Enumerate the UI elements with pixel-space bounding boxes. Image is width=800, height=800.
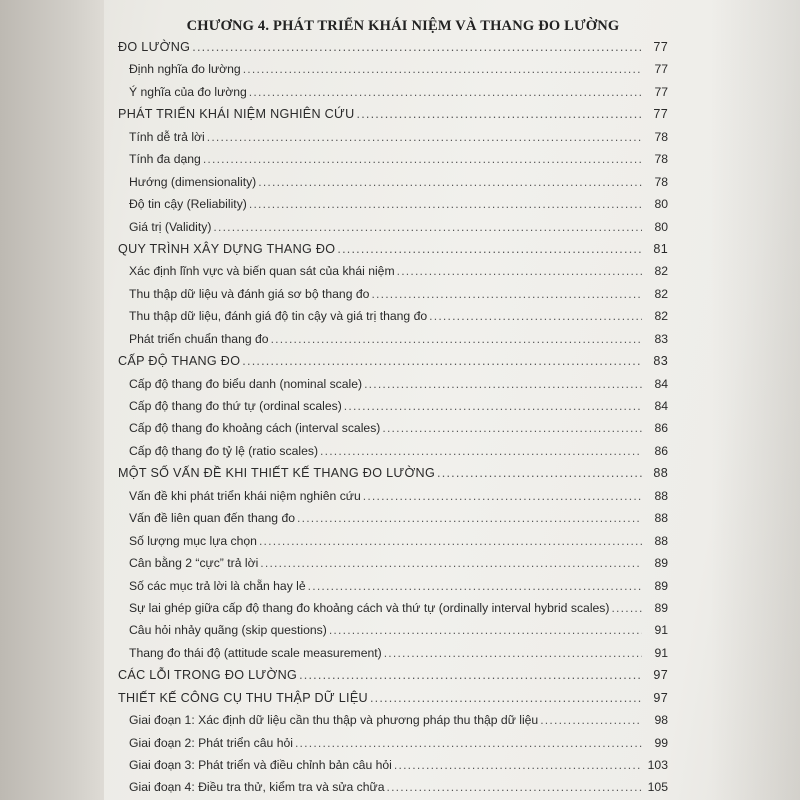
toc-entry-label: Độ tin cậy (Reliability) bbox=[129, 197, 247, 212]
dot-leader bbox=[295, 732, 642, 754]
dot-leader bbox=[382, 417, 642, 439]
toc-subsection-entry bbox=[118, 776, 668, 798]
toc-entry-label: Cân bằng 2 “cực” trả lời bbox=[129, 556, 259, 571]
dot-leader bbox=[611, 597, 642, 619]
toc-page-number: 82 bbox=[654, 264, 668, 279]
toc-page-number: 83 bbox=[653, 354, 668, 369]
toc-subsection-entry bbox=[118, 709, 668, 731]
dot-leader bbox=[540, 709, 642, 731]
toc-entry-label: Giai đoạn 2: Phát triển câu hỏi bbox=[129, 735, 293, 750]
toc-entry-label: Thu thập dữ liệu và đánh giá sơ bộ thang đo bbox=[129, 286, 370, 301]
dot-leader bbox=[243, 58, 642, 80]
toc-entry-label: Định nghĩa đo lường bbox=[129, 62, 241, 77]
toc-page-number: 77 bbox=[653, 107, 668, 122]
dot-leader bbox=[363, 485, 642, 507]
toc-section-entry bbox=[118, 103, 668, 125]
toc-entry-label: Thang đo thái độ (attitude scale measurement) bbox=[129, 645, 382, 660]
toc-page-number: 78 bbox=[654, 174, 668, 189]
toc-entry-label: PHÁT TRIỂN KHÁI NIỆM NGHIÊN CỨU bbox=[118, 107, 355, 122]
toc-subsection-entry bbox=[118, 507, 668, 529]
dot-leader bbox=[207, 126, 642, 148]
toc-entry-label: Cấp độ thang đo thứ tự (ordinal scales) bbox=[129, 399, 342, 413]
toc-entry-label: Xác định lĩnh vực và biến quan sát của khái niệm bbox=[129, 264, 395, 279]
toc-page-number: 97 bbox=[653, 668, 668, 683]
toc-subsection-entry bbox=[118, 193, 668, 215]
toc-entry-label: Tính dễ trả lời bbox=[129, 129, 205, 144]
toc-subsection-entry bbox=[118, 440, 668, 462]
dot-leader bbox=[213, 216, 642, 238]
toc-page-number: 81 bbox=[653, 241, 668, 256]
toc-entry-label: Tính đa dạng bbox=[129, 152, 201, 167]
toc-subsection-entry bbox=[118, 171, 668, 193]
dot-leader bbox=[357, 103, 642, 125]
toc-subsection-entry bbox=[118, 530, 668, 552]
toc-page-number: 91 bbox=[654, 645, 668, 660]
toc-entry-label: Giá trị (Validity) bbox=[129, 219, 212, 234]
dot-leader bbox=[308, 575, 642, 597]
toc-entry-label: Cấp độ thang đo tỷ lệ (ratio scales) bbox=[129, 443, 319, 458]
dot-leader bbox=[242, 350, 642, 372]
dot-leader bbox=[249, 81, 642, 103]
toc-entry-label: Giai đoạn 3: Phát triển và điều chỉnh bản câu hỏi bbox=[129, 758, 392, 772]
toc-subsection-entry bbox=[118, 575, 668, 597]
toc-entry-label: THIẾT KẾ CÔNG CỤ THU THẬP DỮ LIỆU bbox=[118, 690, 368, 705]
toc-page-number: 98 bbox=[654, 713, 668, 728]
table-of-contents bbox=[118, 36, 668, 799]
toc-page-number: 77 bbox=[654, 62, 668, 77]
toc-page-number: 103 bbox=[647, 758, 668, 772]
toc-entry-label: CÁC LỖI TRONG ĐO LƯỜNG bbox=[118, 668, 298, 683]
toc-page-number: 83 bbox=[654, 331, 668, 346]
page-margin bbox=[0, 0, 104, 800]
toc-entry-label: CẤP ĐỘ THANG ĐO bbox=[118, 354, 241, 369]
toc-page-number: 82 bbox=[654, 286, 668, 301]
toc-entry-label: Giai đoạn 4: Điều tra thử, kiểm tra và sửa chữa bbox=[129, 780, 385, 795]
dot-leader bbox=[259, 530, 642, 552]
toc-entry-label: Sự lai ghép giữa cấp độ thang đo khoảng cách và thứ tự (ordinally interval hybrid scales) bbox=[129, 600, 610, 615]
toc-subsection-entry bbox=[118, 732, 668, 754]
toc-subsection-entry bbox=[118, 552, 668, 574]
dot-leader bbox=[320, 440, 642, 462]
toc-subsection-entry bbox=[118, 485, 668, 507]
toc-page-number: 78 bbox=[654, 152, 668, 167]
dot-leader bbox=[337, 238, 642, 260]
dot-leader bbox=[397, 260, 642, 282]
toc-subsection-entry bbox=[118, 395, 668, 417]
dot-leader bbox=[258, 171, 642, 193]
toc-subsection-entry bbox=[118, 328, 668, 350]
dot-leader bbox=[384, 642, 642, 664]
toc-page-number: 77 bbox=[654, 84, 668, 99]
toc-section-entry bbox=[118, 462, 668, 484]
toc-page-number: 84 bbox=[654, 399, 668, 413]
toc-page-number: 88 bbox=[653, 466, 668, 481]
dot-leader bbox=[344, 395, 642, 417]
toc-section-entry bbox=[118, 664, 668, 686]
dot-leader bbox=[437, 462, 642, 484]
toc-entry-label: Thu thập dữ liệu, đánh giá độ tin cậy và giá trị thang đo bbox=[129, 309, 428, 324]
toc-subsection-entry bbox=[118, 417, 668, 439]
toc-page-number: 80 bbox=[654, 219, 668, 234]
dot-leader bbox=[364, 373, 642, 395]
chapter-title: CHƯƠNG 4. PHÁT TRIỂN KHÁI NIỆM VÀ THANG ĐO LƯỜNG bbox=[186, 18, 620, 34]
toc-entry-label: Ý nghĩa của đo lường bbox=[129, 84, 247, 99]
toc-page-number: 86 bbox=[654, 421, 668, 436]
dot-leader bbox=[297, 507, 642, 529]
dot-leader bbox=[370, 687, 642, 709]
toc-page-number: 78 bbox=[654, 129, 668, 144]
toc-page-number: 80 bbox=[654, 197, 668, 212]
toc-page-number: 105 bbox=[647, 780, 668, 795]
toc-page-number: 99 bbox=[654, 735, 668, 750]
toc-page-number: 97 bbox=[653, 690, 668, 705]
dot-leader bbox=[260, 552, 642, 574]
toc-entry-label: Vấn đề khi phát triển khái niệm nghiên cứu bbox=[129, 488, 361, 503]
dot-leader bbox=[271, 328, 642, 350]
toc-subsection-entry bbox=[118, 305, 668, 327]
toc-entry-label: Số lượng mục lựa chọn bbox=[129, 533, 257, 548]
toc-entry-label: Phát triển chuẩn thang đo bbox=[129, 331, 269, 346]
dot-leader bbox=[299, 664, 642, 686]
toc-entry-label: Câu hỏi nhảy quãng (skip questions) bbox=[129, 623, 327, 638]
toc-subsection-entry bbox=[118, 619, 668, 641]
toc-subsection-entry bbox=[118, 81, 668, 103]
toc-subsection-entry bbox=[118, 148, 668, 170]
toc-entry-label: Giai đoạn 1: Xác định dữ liệu cần thu thập và phương pháp thu thập dữ liệu bbox=[129, 713, 539, 728]
toc-subsection-entry bbox=[118, 58, 668, 80]
toc-entry-label: Cấp độ thang đo khoảng cách (interval scales) bbox=[129, 421, 381, 436]
toc-entry-label: ĐO LƯỜNG bbox=[118, 40, 191, 54]
toc-section-entry bbox=[118, 238, 668, 260]
toc-subsection-entry bbox=[118, 373, 668, 395]
toc-subsection-entry bbox=[118, 597, 668, 619]
toc-page-number: 88 bbox=[654, 511, 668, 526]
toc-subsection-entry bbox=[118, 260, 668, 282]
toc-page-number: 84 bbox=[654, 376, 668, 391]
toc-page-number: 91 bbox=[654, 623, 668, 638]
toc-page-number: 86 bbox=[654, 443, 668, 458]
toc-entry-label: Hướng (dimensionality) bbox=[129, 174, 257, 189]
toc-subsection-entry bbox=[118, 126, 668, 148]
toc-page-number: 88 bbox=[654, 533, 668, 548]
toc-section-entry bbox=[118, 687, 668, 709]
toc-subsection-entry bbox=[118, 283, 668, 305]
toc-section-entry bbox=[118, 36, 668, 58]
dot-leader bbox=[203, 148, 642, 170]
dot-leader bbox=[192, 36, 642, 58]
toc-page-number: 89 bbox=[654, 556, 668, 571]
toc-entry-label: QUY TRÌNH XÂY DỰNG THANG ĐO bbox=[118, 241, 336, 256]
dot-leader bbox=[371, 283, 642, 305]
dot-leader bbox=[249, 193, 642, 215]
dot-leader bbox=[429, 305, 642, 327]
dot-leader bbox=[329, 619, 642, 641]
toc-page-number: 89 bbox=[654, 600, 668, 615]
toc-subsection-entry bbox=[118, 754, 668, 776]
toc-entry-label: MỘT SỐ VẤN ĐỀ KHI THIẾT KẾ THANG ĐO LƯỜNG bbox=[118, 466, 436, 481]
toc-subsection-entry bbox=[118, 216, 668, 238]
toc-entry-label: Số các mục trả lời là chẵn hay lẻ bbox=[129, 578, 306, 593]
toc-section-entry bbox=[118, 350, 668, 372]
dot-leader bbox=[394, 754, 642, 776]
toc-subsection-entry bbox=[118, 642, 668, 664]
toc-entry-label: Vấn đề liên quan đến thang đo bbox=[129, 511, 296, 526]
dot-leader bbox=[386, 776, 642, 798]
toc-entry-label: Cấp độ thang đo biểu danh (nominal scale) bbox=[129, 376, 363, 391]
toc-page-number: 89 bbox=[654, 578, 668, 593]
toc-page-number: 82 bbox=[654, 309, 668, 324]
toc-page-number: 77 bbox=[653, 40, 668, 54]
toc-page-number: 88 bbox=[654, 488, 668, 503]
